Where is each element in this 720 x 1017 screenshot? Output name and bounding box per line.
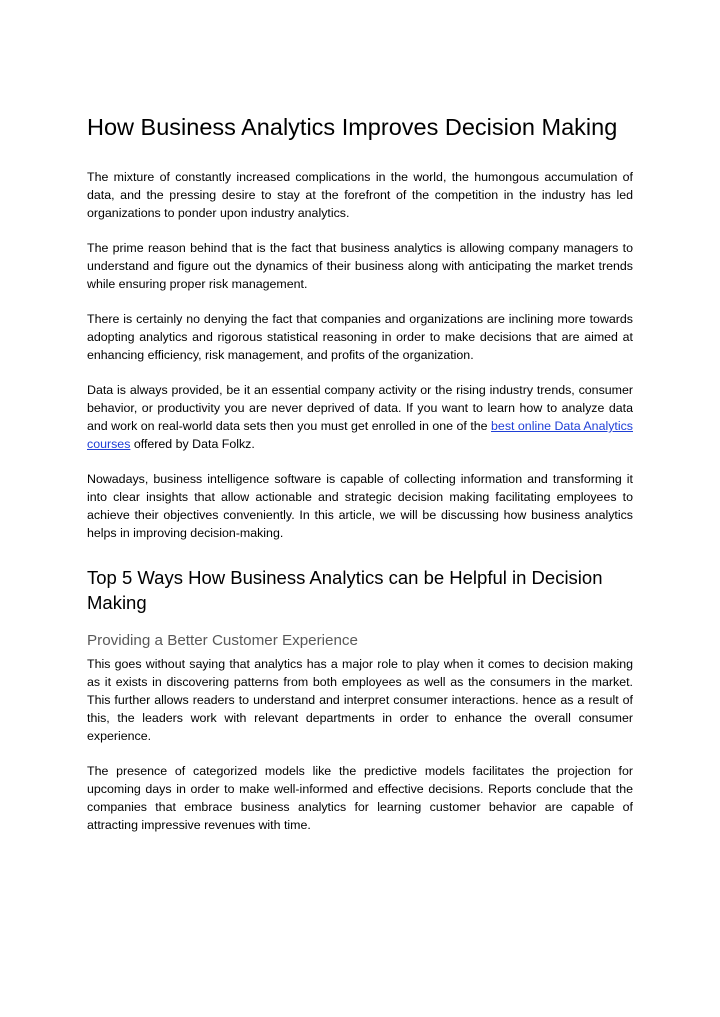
intro-paragraph-3: There is certainly no denying the fact that companies and organizations are inclining more towards adopting analytics and rigorous statistical reasoning in order to make decisions that are aimed at enhancing efficiency, risk management, and profits of the organization.	[87, 312, 633, 362]
subsection-paragraph-1: This goes without saying that analytics has a major role to play when it comes to decision making as it exists in discovering patterns from both employees as well as the consumers in the market. This further allows readers to understand and interpret consumer interactions. hence as a result of this, the leaders work with relevant departments in order to enhance the overall consumer experience.	[87, 657, 633, 743]
subsection-paragraph-2: The presence of categorized models like the predictive models facilitates the projection for upcoming days in order to make well-informed and effective decisions. Reports conclude that the companies that embrace business analytics for learning customer behavior are capable of attracting impressive revenues with time.	[87, 764, 633, 832]
intro-paragraph-5: Nowadays, business intelligence software is capable of collecting information and transforming it into clear insights that allow actionable and strategic decision making facilitating employees to achieve their objectives conveniently. In this article, we will be discussing how business analytics helps in improving decision-making.	[87, 472, 633, 540]
document-title: How Business Analytics Improves Decision Making	[87, 114, 618, 140]
data-analytics-courses-link[interactable]: best online Data Analytics courses	[87, 419, 633, 451]
intro-paragraph-2: The prime reason behind that is the fact that business analytics is allowing company managers to understand and figure out the dynamics of their business along with anticipating the market trends while ensuring proper risk management.	[87, 241, 633, 291]
intro-paragraph-1: The mixture of constantly increased complications in the world, the humongous accumulation of data, and the pressing desire to stay at the forefront of the competition in the industry has led organizations to ponder upon industry analytics.	[87, 170, 633, 220]
paragraph-text: offered by Data Folkz.	[130, 437, 255, 451]
section-heading: Top 5 Ways How Business Analytics can be Helpful in Decision Making	[87, 567, 603, 613]
intro-paragraph-4	[87, 381, 633, 453]
document-page	[87, 112, 633, 834]
paragraph-text: Data is always provided, be it an essential company activity or the rising industry trends, consumer behavior, or productivity you are never deprived of data. If you want to learn how to analyze data and work on real-world data sets then you must get enrolled in one of the	[87, 383, 633, 433]
subsection-heading: Providing a Better Customer Experience	[87, 632, 358, 649]
